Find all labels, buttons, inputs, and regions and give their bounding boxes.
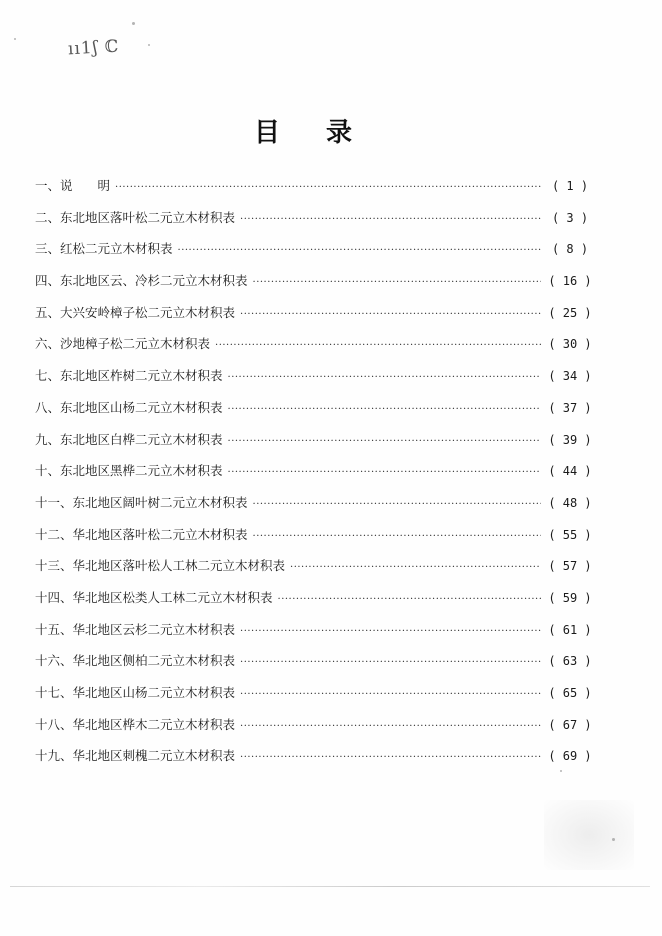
dot-leader xyxy=(240,626,541,637)
toc-entry[interactable] xyxy=(35,493,595,525)
toc-entry[interactable] xyxy=(35,334,595,366)
toc-entry[interactable] xyxy=(35,525,595,557)
toc-entry-page: ( 34 ) xyxy=(548,369,592,384)
toc-entry[interactable] xyxy=(35,620,595,652)
dot-leader xyxy=(278,594,541,605)
toc-entry-label: 十八、华北地区桦木二元立木材积表 xyxy=(35,716,236,732)
toc-entry-label: 十九、华北地区刺槐二元立木材积表 xyxy=(35,748,236,764)
scan-speck xyxy=(148,44,150,46)
toc-entry-page: ( 57 ) xyxy=(548,559,592,574)
dot-leader xyxy=(228,467,541,478)
toc-entry-label: 八、东北地区山杨二元立木材积表 xyxy=(35,399,223,415)
toc-entry-label: 十三、华北地区落叶松人工林二元立木材积表 xyxy=(35,558,286,574)
toc-entry[interactable] xyxy=(35,430,595,462)
toc-entry[interactable] xyxy=(35,746,595,778)
dot-leader xyxy=(253,277,541,288)
toc-entry[interactable] xyxy=(35,239,595,271)
title-char-2: 录 xyxy=(326,118,353,148)
dot-leader xyxy=(253,531,541,542)
dot-leader xyxy=(240,689,541,700)
dot-leader xyxy=(290,562,541,573)
toc-entry-page: ( 65 ) xyxy=(548,686,592,700)
toc-entry[interactable] xyxy=(35,398,595,430)
toc-entry-page: ( 39 ) xyxy=(548,432,592,447)
dot-leader xyxy=(253,499,541,510)
dot-leader xyxy=(215,340,541,351)
dot-leader xyxy=(228,436,541,447)
toc-entry[interactable] xyxy=(35,651,595,683)
toc-entry-label: 六、沙地樟子松二元立木材积表 xyxy=(35,336,211,352)
toc-entry[interactable] xyxy=(35,366,595,398)
dot-leader xyxy=(240,214,541,225)
dot-leader xyxy=(240,309,541,320)
dot-leader xyxy=(228,372,541,383)
toc-entry-label: 三、红松二元立木材积表 xyxy=(35,241,173,257)
toc-entry-label: 十、东北地区黑桦二元立木材积表 xyxy=(35,463,223,479)
dot-leader xyxy=(115,182,541,193)
toc-entry-page: ( 63 ) xyxy=(548,654,592,669)
dot-leader xyxy=(178,245,541,256)
dot-leader xyxy=(240,721,541,732)
toc-entry[interactable] xyxy=(35,303,595,335)
handwritten-corner-mark: ıı1ʃ ℂ xyxy=(67,36,120,60)
toc-entry-page: ( 69 ) xyxy=(548,749,592,764)
toc-entry-label: 十二、华北地区落叶松二元立木材积表 xyxy=(35,526,248,542)
toc-entry-label: 七、东北地区柞树二元立木材积表 xyxy=(35,368,223,384)
toc-entry-label: 十一、东北地区阔叶树二元立木材积表 xyxy=(35,494,248,510)
toc-entry-page: ( 8 ) xyxy=(551,242,589,257)
toc-entry-label: 五、大兴安岭樟子松二元立木材积表 xyxy=(35,304,236,320)
toc-entry-page: ( 67 ) xyxy=(548,717,592,732)
dot-leader xyxy=(240,657,541,668)
toc-entry-page: ( 37 ) xyxy=(548,400,592,415)
dot-leader xyxy=(240,752,541,763)
toc-entry-label: 十六、华北地区侧柏二元立木材积表 xyxy=(35,653,236,669)
toc-entry-page: ( 59 ) xyxy=(548,590,592,605)
toc-entry-label: 四、东北地区云、冷杉二元立木材积表 xyxy=(35,273,248,289)
toc-entry[interactable] xyxy=(35,176,595,208)
toc-entry-page: ( 3 ) xyxy=(551,210,589,225)
toc-entry-label: 十四、华北地区松类人工林二元立木材积表 xyxy=(35,589,273,605)
toc-entry-page: ( 1 ) xyxy=(551,179,589,193)
toc-entry-label: 一、说 明 xyxy=(35,178,111,193)
table-of-contents xyxy=(35,176,595,778)
scan-speck xyxy=(132,22,135,25)
toc-entry-page: ( 48 ) xyxy=(548,495,592,510)
title-char-1: 目 xyxy=(254,118,281,148)
toc-entry[interactable] xyxy=(35,271,595,303)
toc-entry-label: 十五、华北地区云杉二元立木材积表 xyxy=(35,621,236,637)
toc-entry[interactable] xyxy=(35,556,595,588)
toc-entry[interactable] xyxy=(35,683,595,715)
toc-entry[interactable] xyxy=(35,715,595,747)
toc-entry-page: ( 25 ) xyxy=(548,305,592,320)
toc-entry-label: 十七、华北地区山杨二元立木材积表 xyxy=(35,685,236,700)
toc-entry-label: 二、东北地区落叶松二元立木材积表 xyxy=(35,209,236,225)
toc-entry[interactable] xyxy=(35,588,595,620)
toc-entry-page: ( 55 ) xyxy=(548,527,592,542)
toc-entry-page: ( 16 ) xyxy=(548,274,592,289)
toc-entry-page: ( 61 ) xyxy=(548,622,592,637)
dot-leader xyxy=(228,404,541,415)
toc-entry[interactable] xyxy=(35,461,595,493)
toc-entry-page: ( 44 ) xyxy=(548,464,592,479)
scan-speck xyxy=(14,38,16,40)
toc-entry-label: 九、东北地区白桦二元立木材积表 xyxy=(35,431,223,447)
scan-smudge xyxy=(544,800,634,870)
toc-entry-page: ( 30 ) xyxy=(548,337,592,352)
toc-entry[interactable] xyxy=(35,208,595,240)
scan-bottom-edge xyxy=(10,886,650,887)
